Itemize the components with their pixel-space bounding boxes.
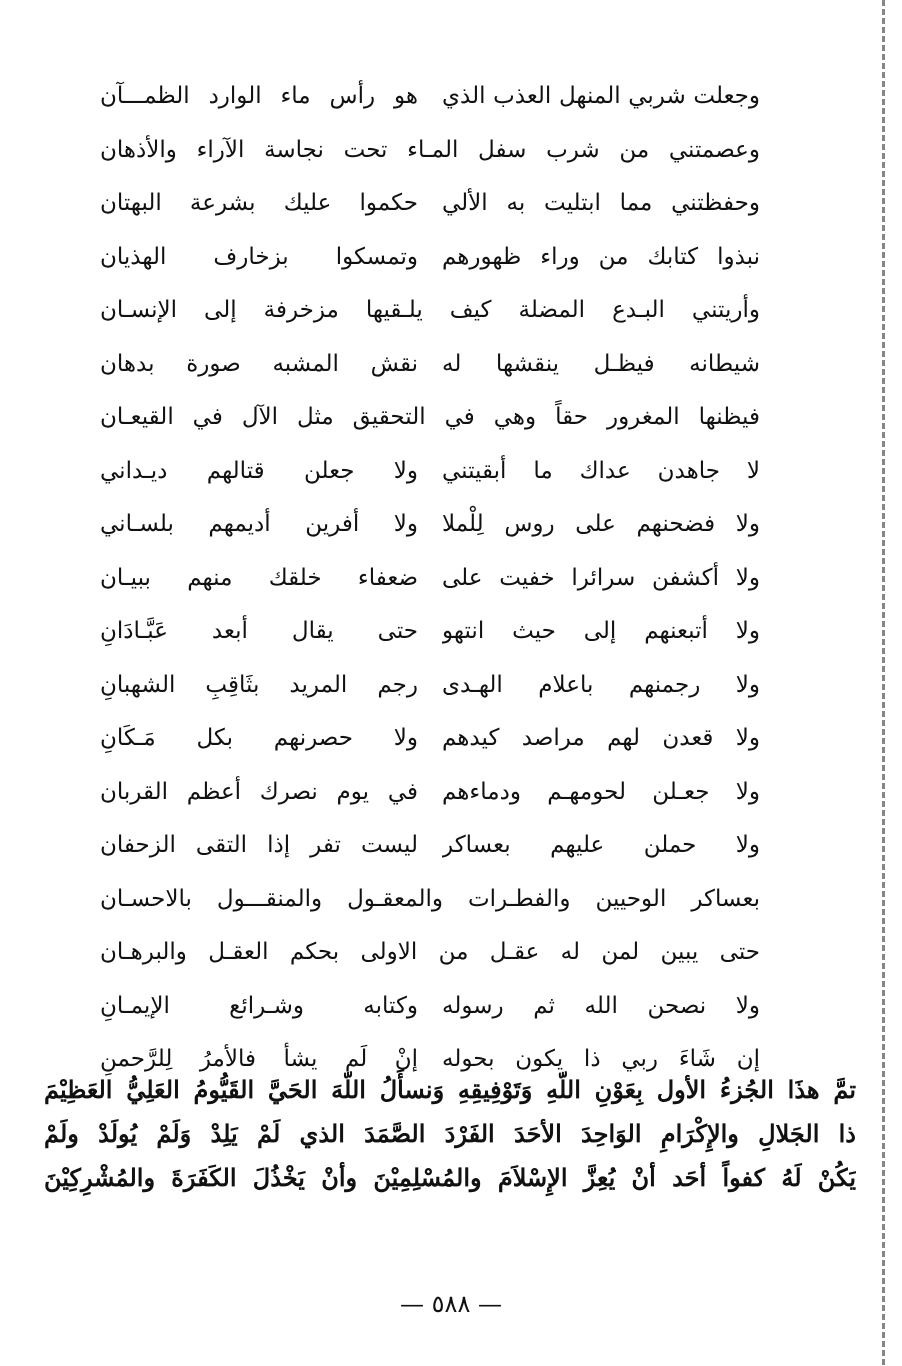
- verse: [100, 873, 760, 927]
- verse-first-hemistich: ولا رجمنهم باعلام الهـدى: [442, 671, 760, 698]
- verse-second-hemistich: حتى يقال أبعد عَبَّـادَانِ: [100, 618, 418, 645]
- colophon-line: تمَّ هذَا الجُزءُ الأول بِعَوْنِ اللّهِ وَتَوْفِيقِهِ وَنسأَلُ اللّهَ الحَيَّ القَيُّومُ العَلِيُّ العَظِيْمَ: [44, 1075, 856, 1104]
- colophon-line: ذا الجَلالِ والإِكْرَامِ الوَاحِدَ الأحَدَ الفَرْدَ الصَّمَدَ الذي لَمْ يَلِدْ وَلَمْ يُولَدْ ولَمْ: [44, 1119, 856, 1148]
- verse-first-hemistich: نبذوا كتابك من وراء ظهورهم: [442, 243, 760, 270]
- colophon-line: يَكُنْ لَهُ كفواً أحَد أنْ يُعِزَّ الإِسْلاَمَ والمُسْلِمِيْنَ وأنْ يَخْذُلَ الكَفَرَةَ والمُشْرِكِيْنَ: [44, 1163, 856, 1192]
- verse-second-hemistich: ليست تفر إذا التقى الزحفان: [100, 832, 418, 859]
- verse: [100, 980, 760, 1034]
- verse-first-hemistich: ولا قعدن لهم مراصد كيدهم: [442, 725, 760, 752]
- verse-first-hemistich: ولا أتبعنهم إلى حيث انتهو: [442, 618, 760, 645]
- verse-second-hemistich: هو رأس ماء الوارد الظمـــآن: [100, 83, 418, 110]
- verse: [100, 284, 760, 338]
- scan-edge-decoration: [882, 0, 885, 1366]
- verse-text: وأريتني البـدع المضلة كيف يلـقيها مزخرفة إلى الإنسـان: [100, 297, 760, 324]
- verse-second-hemistich: في يوم نصرك أعظم القربان: [100, 778, 418, 805]
- verse-second-hemistich: إنْ لَم يشأ فالأمرُ لِلرَّحمنِ: [100, 1046, 418, 1073]
- poem: [100, 70, 760, 1087]
- verse: [100, 70, 760, 124]
- verse-first-hemistich: ولا نصحن الله ثم رسوله: [442, 992, 760, 1019]
- verse: [100, 712, 760, 766]
- verse: [100, 498, 760, 552]
- verse-text: فيظنها المغرور حقاً وهي في التحقيق مثل الآل في القيعـان: [100, 404, 760, 431]
- verse-second-hemistich: نقش المشبه صورة بدهان: [100, 350, 418, 377]
- verse-second-hemistich: رجم المريد بثَاقِبِ الشهبانِ: [100, 671, 418, 698]
- verse-first-hemistich: وحفظتني مما ابتليت به الألي: [442, 190, 760, 217]
- verse-first-hemistich: ولا جعـلن لحومهـم ودماءهم: [442, 778, 760, 805]
- verse: [100, 338, 760, 392]
- verse: [100, 766, 760, 820]
- verse-second-hemistich: وتمسكوا بزخارف الهذيان: [100, 243, 418, 270]
- verse-first-hemistich: ولا فضحنهم على روس لِلْملا: [442, 511, 760, 538]
- verse-second-hemistich: ولا جعلن قتالهم ديـداني: [100, 457, 418, 484]
- verse-text: حتى يبين لمن له عقـل من الاولى بحكم العقـل والبرهـان: [100, 939, 760, 966]
- verse: [100, 659, 760, 713]
- verse-second-hemistich: حكموا عليك بشرعة البهتان: [100, 190, 418, 217]
- verse-text: وعصمتني من شرب سفل المـاء تحت نجاسة الآراء والأذهان: [100, 136, 760, 163]
- verse: [100, 231, 760, 285]
- colophon: [44, 1068, 856, 1200]
- verse-first-hemistich: شيطانه فيظـل ينقشها له: [442, 350, 760, 377]
- verse-first-hemistich: لا جاهدن عداك ما أبقيتني: [442, 457, 760, 484]
- verse-first-hemistich: وجعلت شربي المنهل العذب الذي: [442, 83, 760, 110]
- page-number: — ٥٨٨ —: [400, 1290, 502, 1318]
- verse-second-hemistich: ضعفاء خلقك منهم ببيـان: [100, 564, 418, 591]
- verse-second-hemistich: ولا حصرنهم بكل مَـكَانِ: [100, 725, 418, 752]
- verse: [100, 552, 760, 606]
- verse: [100, 605, 760, 659]
- verse: [100, 926, 760, 980]
- verse: [100, 124, 760, 178]
- verse-first-hemistich: إن شَاءَ ربي ذا يكون بحوله: [442, 1046, 760, 1073]
- verse: [100, 445, 760, 499]
- verse-second-hemistich: ولا أفرين أديمهم بلسـاني: [100, 511, 418, 538]
- verse-first-hemistich: ولا أكشفن سرائرا خفيت على: [442, 564, 760, 591]
- verse-text: بعساكر الوحيين والفطـرات والمعقـول والمنقـــول بالاحسـان: [100, 885, 760, 912]
- verse-second-hemistich: وكتابه وشـرائع الإيمـانِ: [100, 992, 418, 1019]
- verse: [100, 391, 760, 445]
- verse: [100, 819, 760, 873]
- verse-first-hemistich: ولا حملن عليهم بعساكر: [442, 832, 760, 859]
- verse: [100, 177, 760, 231]
